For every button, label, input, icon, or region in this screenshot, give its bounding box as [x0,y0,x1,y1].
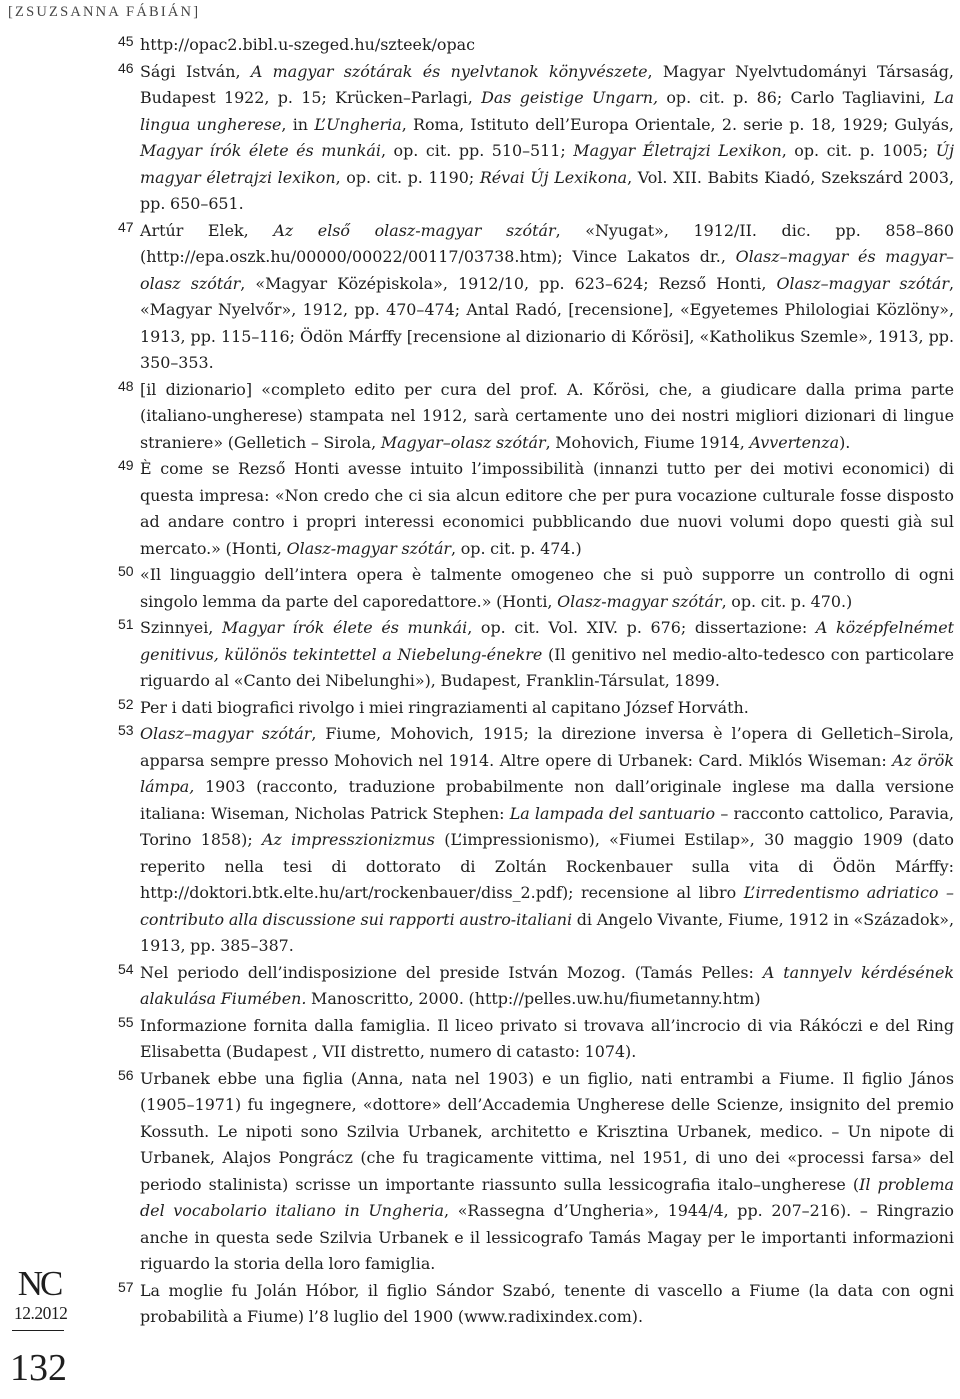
footnote-number: 46 [118,59,134,76]
footnote-title-text: Il problema del vocabolario italiano in Ungheria [140,1174,954,1220]
footnote-title-text: Új magyar életrajzi lexikon [140,141,955,187]
footnote-text: , Magyar Nyelvtudományi Társaság, Budapest 1922, p. 15; Krücken–Parlagi, [140,61,954,107]
footnote [118,59,954,218]
footnote-text: (Il genitivo nel medio-alto-tedesco con particolare riguardo al «Canto dei Nibelunghi»), Budapest, Franklin-Társulat, 1899. [140,644,954,690]
footnote-text: , op. cit. Vol. XIV. p. 676; dissertazione: [467,618,816,637]
footnote-text: 1903 (racconto, traduzione probabilmente non dall’originale inglese ma dalla versione italiana: Wiseman, Nicholas Patrick Stephen: [140,777,954,823]
footnote-title-text: La lingua ungherese [140,88,954,134]
footnote-title-text: La lampada del santuario [509,803,716,823]
footnote [118,1066,954,1278]
footnote-number: 52 [118,695,134,712]
footnote-text: di Angelo Vivante, Fiume, 1912 in «Századok», 1913, pp. 385–387. [140,909,954,955]
footnote-title-text: Olasz–magyar szótár [776,273,949,293]
footnote-title-text: A tannyelv kérdésének alakulása Fiumében. [140,962,954,1008]
footnote-text: , op. cit. p. 1190; [335,167,480,187]
footnote-title-text: Avvertenza [749,432,840,452]
issue-label: 12.2012 [14,1303,68,1323]
footnote [118,32,954,59]
footnote-text: Nel periodo dell’indisposizione del preside István Mozog. (Tamás Pelles: [140,962,763,982]
footnote-text: ). [839,432,851,452]
footnote-text: , «Magyar Középiskola», 1912/10, pp. 623–624; Rezső Honti, [240,273,777,293]
footnote [118,377,954,457]
footnote [118,1278,954,1331]
footnote [118,615,954,695]
footnote-text: , «Magyar Nyelvőr», 1912, pp. 470–474; Antal Radó, [recensione], «Egyetemes Philologiai Közlöny», 1913, pp. 115–116; Ödön Márffy [recensione al dizionario di Kőrösi], «Katholikus Szemle», 1913, pp. 350–353. [140,273,954,372]
footnote-title-text: Das geistige Ungarn, [481,88,659,107]
footnote-number: 54 [118,960,134,977]
footnote [118,695,954,722]
footnote-number: 56 [118,1066,134,1083]
footnote-text: , op. cit. p. 470.) [721,591,853,611]
footnote-text: La moglie fu Jolán Hóbor, il figlio Sándor Szabó, tenente di vascello a Fiume (la data con ogni probabilità a Fiume) l’8 luglio del 1900 (www.radixindex.com). [140,1280,954,1326]
margin-divider [12,1330,64,1331]
journal-logo [14,1264,68,1324]
footnote-number: 47 [118,218,134,235]
footnote-text: «Il linguaggio dell’intera opera è talmente omogeneo che si può supporre un controllo di ogni singolo lemma da parte del caporedattore.» (Honti, [140,565,954,611]
footnote [118,960,954,1013]
footnote-text: – racconto cattolico, Paravia, Torino 1858); [140,803,955,849]
footnotes-list [118,32,954,1331]
footnote-text: Artúr Elek, [140,220,274,240]
footnote-title-text: Az örök lámpa, [140,750,954,796]
footnote-text: [il dizionario] «completo edito per cura del prof. A. Kőrösi, che, a giudicare dalla prima parte (italiano-ungherese) stampata nel 1912, sarà certamente uno dei nostri migliori dizionari di lingue straniere» (Gelletich – Sirola, [140,379,954,452]
footnote-title-text: Olasz–magyar és magyar–olasz szótár [140,247,954,293]
footnote-text: , Mohovich, Fiume 1914, [545,432,750,452]
footnote-text: Informazione fornita dalla famiglia. Il liceo privato si trovava all’incrocio di via Rákóczi e del Ring Elisabetta (Budapest , VII distretto, numero di catasto: 1074). [140,1015,954,1061]
footnote-title-text: A középfelnémet genitivus, különös tekintettel a Niebelung-énekre [140,618,954,664]
footnote-text: Per i dati biografici rivolgo i miei ringraziamenti al capitano József Horváth. [140,697,749,717]
footnote-number: 55 [118,1013,134,1030]
footnote-number: 50 [118,563,134,579]
footnote-title-text: L’Ungheria [314,114,402,134]
footnote-text: , op. cit. p. 474.) [451,538,582,558]
footnote-title-text: Magyar írók élete és munkái [221,618,468,637]
journal-logo-mark: NC [17,1264,61,1303]
footnote [118,456,954,562]
footnote-title-text: Az impresszionizmus [262,830,435,849]
footnote-text: http://opac2.bibl.u-szeged.hu/szteek/opac [140,35,476,54]
footnote-number: 57 [118,1278,134,1295]
footnote-title-text: Az első olasz-magyar szótár [273,220,556,240]
footnote-title-text: A magyar szótárak és nyelvtanok könyvészete [250,61,648,81]
running-head: [ZSUZSANNA FÁBIÁN] [8,4,201,20]
footnote [118,721,954,960]
footnote-text: op. cit. p. 86; Carlo Tagliavini, [658,88,934,107]
footnote-number: 51 [118,616,134,632]
footnote-text: , op. cit. p. 1005; [781,141,936,160]
footnote-title-text: Olasz–magyar szótár [140,724,312,743]
footnote [118,562,954,615]
footnote [118,1013,954,1066]
footnote-title-text: L’irredentismo adriatico – contributo alla discussione sui rapporti austro-italiani [140,883,954,929]
footnote-title-text: Révai Új Lexikona [479,167,628,187]
footnote-title-text: Olasz-magyar szótár [557,591,722,611]
footnote-text: , op. cit. pp. 510–511; [380,141,574,160]
footnote-text: , «Nyugat», 1912/II. dic. pp. 858–860 (http://epa.oszk.hu/00000/00022/00117/03738.htm); Vince Lakatos dr., [140,220,955,266]
footnote-text: Urbanek ebbe una figlia (Anna, nata nel 1903) e un figlio, nati entrambi a Fiume. Il figlio János (1905–1971) fu ingegnere, «dottore» dell’Accademia Ungherese delle Scienze, insignito del premio Kossuth. Le nipoti sono Szilvia Urbanek, architetto e Krisztina Urbanek, medico. – Un nipote di Urbanek, Alajos Pongrácz (che fu tragicamente vittima, nel 1951, di uno dei «processi farsa» del periodo stalinista) scrisse un importante riassunto sulla lessicografia italo–ungherese ( [140,1068,954,1194]
footnote-text: Sági István, [140,61,251,81]
footnote-title-text: Magyar Életrajzi Lexikon [573,141,782,160]
footnote-number: 49 [118,457,134,473]
footnote-title-text: Magyar írók élete és munkái [140,141,381,160]
footnote-text: , in [281,114,315,134]
footnote-number: 45 [118,33,134,49]
footnote-text: (L’impressionismo), «Fiumei Estilap», 30 maggio 1909 (dato reperito nella tesi di dottorato di Zoltán Rockenbauer sulla vita di Ödön Márffy: http://doktori.btk.elte.hu/art/rockenbauer/diss_2.pdf); recensione al libro [140,830,954,902]
footnote-title-text: Magyar–olasz szótár [380,432,546,452]
footnote-text: , Fiume, Mohovich, 1915; la direzione inversa è l’opera di Gelletich–Sirola, apparsa sempre presso Mohovich nel 1914. Altre opere di Urbanek: Card. Miklós Wiseman: [140,724,954,770]
footnote-text: È come se Rezső Honti avesse intuito l’impossibilità (innanzi tutto per dei motivi economici) di questa impresa: «Non credo che ci sia alcun editore che per pura vocazione culturale fosse disposto ad andare contro i propri interessi economici pubblicando due nuovi volumi dopo questi già sul mercato.» (Honti, [140,459,954,558]
footnote-title-text: Olasz-magyar szótár [286,538,452,558]
footnote-text: , «Rassegna d’Ungheria», 1944/4, pp. 207–216). – Ringrazio anche in questa sede Szilvia Urbanek e il lessicografo Tamás Magay per le importanti informazioni riguardo la storia della loro famiglia. [140,1201,954,1273]
footnote-text: , Roma, Istituto dell’Europa Orientale, 2. serie p. 18, 1929; Gulyás, [401,114,954,134]
footnote [118,218,954,377]
footnote-text: Szinnyei, [140,618,222,637]
footnote-number: 48 [118,377,134,394]
footnote-number: 53 [118,722,134,738]
page-number: 132 [10,1347,67,1389]
footnote-text: Manoscritto, 2000. (http://pelles.uw.hu/fiumetanny.htm) [306,989,761,1008]
footnote-text: , Vol. XII. Babits Kiadó, Szekszárd 2003, pp. 650–651. [140,167,954,213]
